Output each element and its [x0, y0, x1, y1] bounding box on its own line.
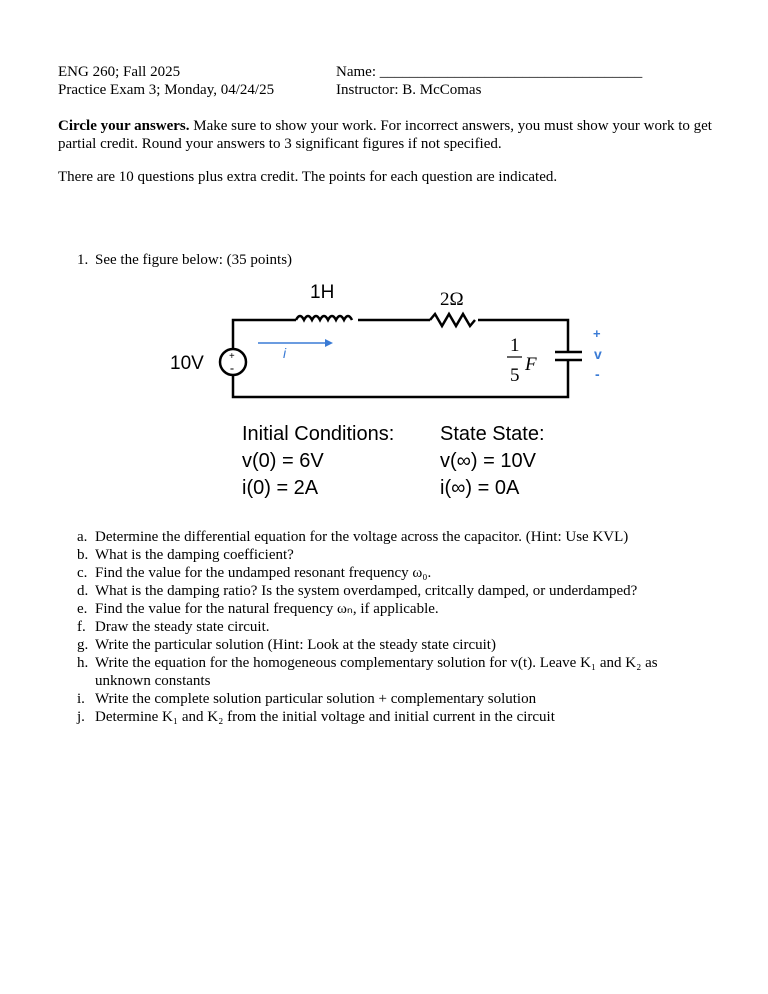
source-label: 10V — [170, 353, 204, 374]
steady-v: v(∞) = 10V — [440, 450, 536, 472]
initial-i: i(0) = 2A — [242, 477, 319, 499]
source-minus-icon: - — [230, 361, 234, 375]
item-letter: c. — [77, 565, 88, 581]
question-1-text: See the figure below: (35 points) — [95, 252, 293, 268]
list-item — [77, 690, 717, 708]
list-item — [77, 600, 717, 618]
capacitor-unit: F — [525, 354, 537, 375]
initial-conditions-title: Initial Conditions: — [242, 423, 395, 445]
item-text: Draw the steady state circuit. — [95, 619, 270, 635]
current-arrowhead-icon — [325, 339, 333, 347]
initial-v: v(0) = 6V — [242, 450, 324, 472]
list-item — [77, 708, 717, 726]
item-letter: d. — [77, 583, 89, 599]
resistor-label: 2Ω — [440, 289, 464, 310]
item-text: Write the complete solution particular solution + complementary solution — [95, 691, 537, 707]
item-letter: f. — [77, 619, 86, 635]
v-label: v — [594, 346, 602, 362]
item-text: Determine the differential equation for the voltage across the capacitor. (Hint: Use KVL) — [95, 529, 629, 545]
instructions-bold: Circle your answers. — [58, 118, 190, 134]
item-letter: b. — [77, 547, 89, 563]
inductor-label: 1H — [310, 282, 335, 303]
list-item — [77, 582, 717, 600]
source-plus-icon: + — [229, 351, 235, 362]
instructor-label: Instructor: B. McComas — [336, 82, 482, 98]
item-letter: a. — [77, 529, 88, 545]
resistor-zigzag — [430, 314, 475, 326]
item-text: What is the damping coefficient? — [95, 547, 294, 563]
steady-state-title: State State: — [440, 423, 545, 445]
item-letter: i. — [77, 691, 85, 707]
points-note: There are 10 questions plus extra credit. The points for each question are indicated. — [58, 169, 558, 185]
course-label: ENG 260; Fall 2025 — [58, 64, 181, 80]
item-text: Determine K₁ and K₂ from the initial voltage and initial current in the circuit — [95, 709, 555, 725]
instructions-text: Make sure to show your work. For incorrect answers, you must show your work to get partial credit. Round your answers to 3 significant figures if not specified. — [58, 118, 712, 152]
v-minus: - — [595, 366, 600, 382]
capacitor-denominator: 5 — [510, 365, 520, 386]
item-letter: e. — [77, 601, 88, 617]
list-item — [77, 654, 717, 690]
exam-label: Practice Exam 3; Monday, 04/24/25 — [58, 82, 275, 98]
item-text: Find the value for the natural frequency ωₙ, if applicable. — [95, 601, 439, 617]
item-text: Write the particular solution (Hint: Look at the steady state circuit) — [95, 637, 496, 653]
steady-i: i(∞) = 0A — [440, 477, 520, 499]
inductor-coil — [296, 316, 352, 320]
item-letter: h. — [77, 655, 89, 671]
current-label: i — [283, 345, 287, 361]
item-text: Write the equation for the homogeneous complementary solution for v(t). Leave K₁ and K₂ as unknown constants — [95, 655, 658, 689]
list-item — [77, 528, 717, 546]
list-item — [77, 546, 717, 564]
list-item — [77, 618, 717, 636]
item-letter: g. — [77, 637, 89, 653]
item-letter: j. — [77, 709, 85, 725]
item-text: Find the value for the undamped resonant frequency ω₀. — [95, 565, 432, 581]
question-1-number: 1. — [77, 252, 89, 268]
list-item — [77, 636, 717, 654]
list-item — [77, 564, 717, 582]
name-field: Name: ___________________________________ — [336, 64, 643, 80]
capacitor-numerator: 1 — [510, 335, 520, 356]
item-text: What is the damping ratio? Is the system overdamped, critcally damped, or underdamped? — [95, 583, 638, 599]
v-plus: + — [593, 326, 601, 341]
